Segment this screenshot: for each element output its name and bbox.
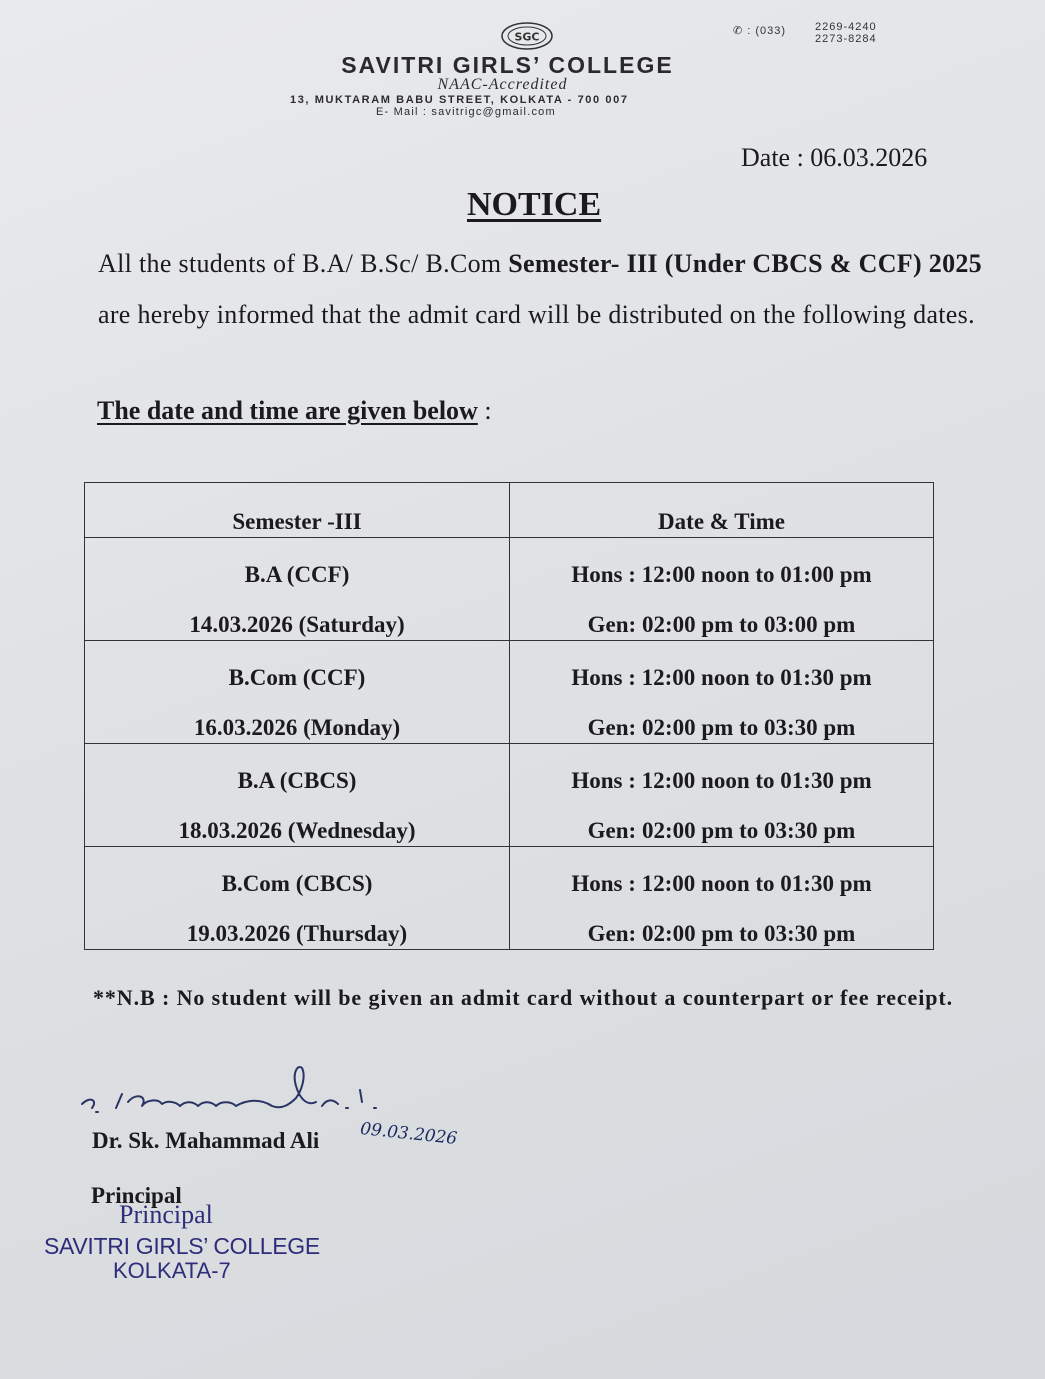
phone-number-1: 2269-4240 xyxy=(815,21,877,33)
header-semester: Semester -III xyxy=(85,483,510,538)
hons-time: Hons : 12:00 noon to 01:30 pm xyxy=(571,665,872,690)
schedule-heading: The date and time are given below : xyxy=(97,396,492,425)
college-address: 13, MUKTARAM BABU STREET, KOLKATA - 700 007 xyxy=(290,94,629,106)
logo-text: SGC xyxy=(514,30,540,44)
course-name: B.A (CBCS) xyxy=(237,768,357,793)
notice-intro-bold: Semester- III (Under CBCS & CCF) 2025 xyxy=(508,249,982,278)
accreditation: NAAC-Accredited xyxy=(437,76,568,93)
table-row xyxy=(85,744,934,847)
gen-time: Gen: 02:00 pm to 03:00 pm xyxy=(587,612,856,637)
course-date: 16.03.2026 (Monday) xyxy=(193,715,401,740)
course-date: 14.03.2026 (Saturday) xyxy=(189,612,405,637)
hons-time: Hons : 12:00 noon to 01:30 pm xyxy=(571,871,872,896)
course-cell xyxy=(85,847,510,950)
table-row xyxy=(85,847,934,950)
table-row xyxy=(85,538,934,641)
signer-designation: Principal xyxy=(91,1183,182,1208)
gen-time: Gen: 02:00 pm to 03:30 pm xyxy=(587,921,856,946)
time-cell xyxy=(510,538,934,641)
course-date: 19.03.2026 (Thursday) xyxy=(186,921,408,946)
course-name: B.Com (CCF) xyxy=(228,665,366,690)
course-name: B.A (CCF) xyxy=(244,562,350,587)
notice-body xyxy=(98,238,982,340)
gen-time: Gen: 02:00 pm to 03:30 pm xyxy=(587,715,856,740)
college-email: E- Mail : savitrigc@gmail.com xyxy=(376,106,556,118)
notice-intro-1: All the students of B.A/ B.Sc/ B.Com xyxy=(98,249,509,278)
table-row xyxy=(85,641,934,744)
college-logo xyxy=(501,22,553,50)
college-name: SAVITRI GIRLS’ COLLEGE xyxy=(341,52,674,78)
nb-note: **N.B : No student will be given an admit card without a counterpart or fee receipt. xyxy=(93,985,953,1010)
course-cell xyxy=(85,744,510,847)
phone-icon: ✆ : xyxy=(733,25,756,37)
signature-date: 09.03.2026 xyxy=(359,1118,459,1150)
gen-time: Gen: 02:00 pm to 03:30 pm xyxy=(587,818,856,843)
hons-time: Hons : 12:00 noon to 01:30 pm xyxy=(571,768,872,793)
phone-number-2: 2273-8284 xyxy=(815,33,877,45)
phone-numbers xyxy=(815,21,877,45)
notice-title: NOTICE xyxy=(467,186,602,223)
time-cell xyxy=(510,641,934,744)
signer-name: Dr. Sk. Mahammad Ali xyxy=(92,1128,320,1153)
notice-intro-2: are hereby informed that the admit card will be distributed on the following dates. xyxy=(98,300,975,329)
course-cell xyxy=(85,538,510,641)
course-name: B.Com (CBCS) xyxy=(221,871,373,896)
course-date: 18.03.2026 (Wednesday) xyxy=(178,818,416,843)
stamp-city: KOLKATA-7 xyxy=(113,1258,231,1283)
stamp-title: Principal xyxy=(119,1200,213,1229)
hons-time: Hons : 12:00 noon to 01:00 pm xyxy=(571,562,872,587)
time-cell xyxy=(510,847,934,950)
time-cell xyxy=(510,744,934,847)
schedule-table xyxy=(84,482,934,950)
table-header-row xyxy=(85,483,934,538)
header-date-time: Date & Time xyxy=(510,483,934,538)
stamp-college: SAVITRI GIRLS’ COLLEGE xyxy=(44,1233,320,1259)
signature-scribble xyxy=(76,1056,436,1126)
notice-date: Date : 06.03.2026 xyxy=(741,143,928,172)
course-cell xyxy=(85,641,510,744)
phone-label: ✆ : (033) xyxy=(733,25,787,37)
